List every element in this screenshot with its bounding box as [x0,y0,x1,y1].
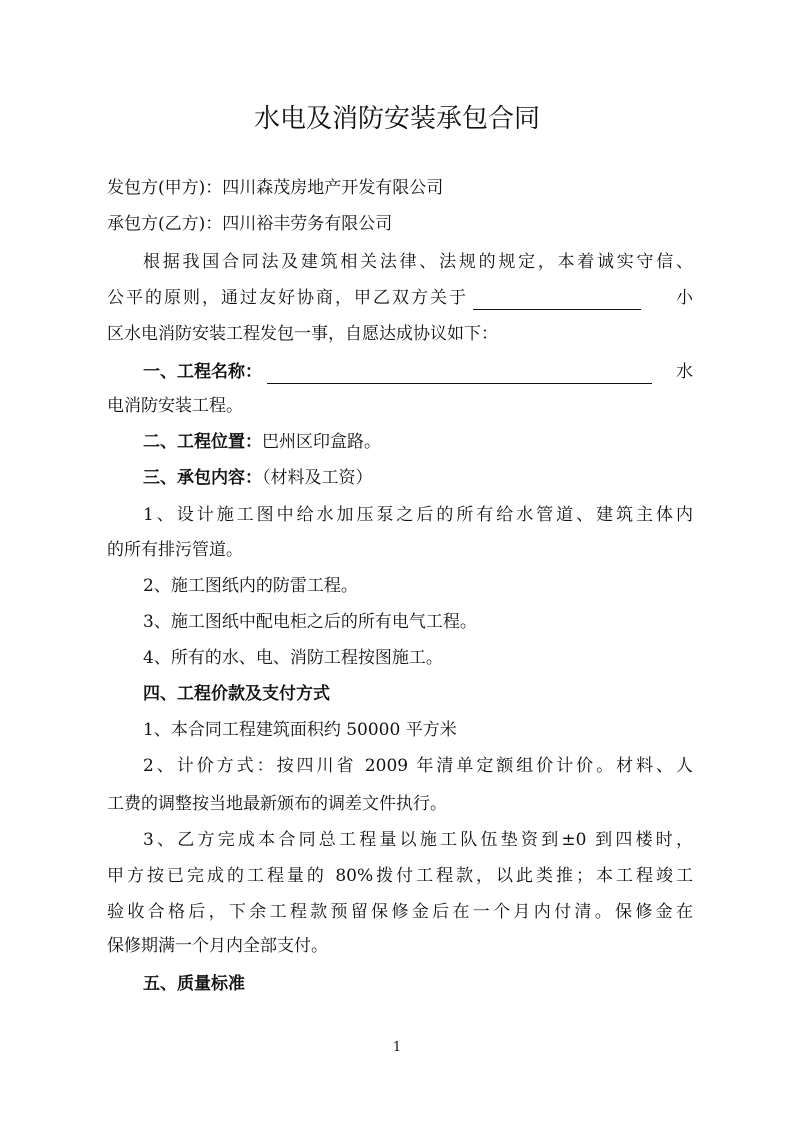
section-text: （材料及工资） [262,468,373,488]
list-item: 2、施工图纸内的防雷工程。 [143,576,358,596]
list-item: 的所有排污管道。 [107,540,243,560]
list-item: 甲方按已完成的工程量的 80%拨付工程款，以此类推；本工程竣工 [107,866,693,886]
preamble-text: 小 [676,288,693,308]
section-text: 水 [676,362,693,382]
list-item: 2、计价方式：按四川省 2009 年清单定额组价计价。材料、人 [143,756,693,776]
list-item: 工费的调整按当地最新颁布的调差文件执行。 [107,794,447,814]
list-item: 3、施工图纸中配电柜之后的所有电气工程。 [143,612,477,632]
preamble-text: 公平的原则，通过友好协商，甲乙双方关于 [107,288,468,308]
preamble-line [107,286,693,310]
list-item: 1、本合同工程建筑面积约 50000 平方米 [143,720,457,740]
list-item: 1、设计施工图中给水加压泵之后的所有给水管道、建筑主体内 [143,505,693,525]
section-2 [143,430,381,454]
list-item: 3、乙方完成本合同总工程量以施工队伍垫资到±0 到四楼时， [143,830,693,850]
section-heading: 五、质量标准 [143,974,245,994]
page-number: 1 [392,1040,402,1055]
section-heading: 一、工程名称： [143,362,262,382]
preamble-line: 区水电消防安装工程发包一事，自愿达成协议如下： [107,324,498,344]
document-title: 水电及消防安装承包合同 [253,104,540,134]
party-b: 承包方(乙方)：四川裕丰劳务有限公司 [107,214,393,234]
section-1 [143,360,693,384]
section-heading: 三、承包内容： [143,468,262,488]
party-a: 发包方(甲方)：四川森茂房地产开发有限公司 [107,178,444,198]
blank-field [267,365,652,384]
preamble-line: 根据我国合同法及建筑相关法律、法规的规定，本着诚实守信、 [143,252,693,272]
section-3 [143,466,373,490]
list-item: 验收合格后，下余工程款预留保修金后在一个月内付清。保修金在 [107,902,693,922]
section-text: 电消防安装工程。 [107,396,243,416]
blank-field [473,291,641,310]
section-heading: 二、工程位置： [143,432,262,452]
list-item: 保修期满一个月内全部支付。 [107,936,328,956]
list-item: 4、所有的水、电、消防工程按图施工。 [143,648,443,668]
section-heading: 四、工程价款及支付方式 [143,684,330,704]
section-text: 巴州区印盒路。 [262,432,381,452]
